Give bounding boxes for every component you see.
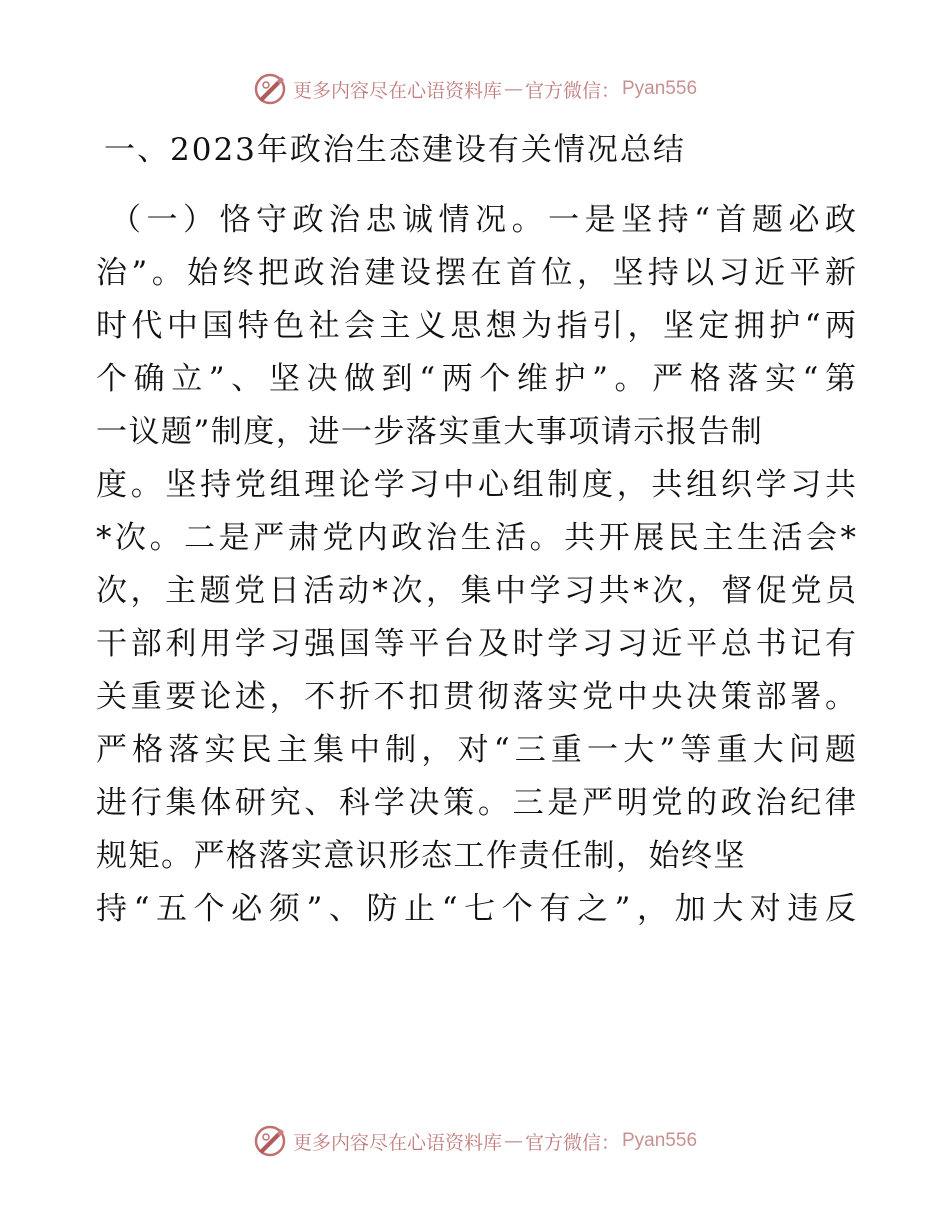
body-paragraph	[96, 194, 856, 936]
watermark-footer	[0, 1124, 950, 1158]
watermark-text: 更多内容尽在心语资料库	[292, 79, 502, 102]
watermark-label: 官方微信：	[524, 1131, 620, 1154]
paragraph-line: 干部利用学习强国等平台及时学习习近平总书记有	[96, 626, 856, 662]
paragraph-line: 关重要论述，不折不扣贯彻落实党中央决策部署。	[96, 679, 856, 715]
paragraph-line: 个确立”、坚决做到“两个维护”。严格落实“第	[96, 361, 856, 397]
paragraph-line: 进行集体研究、科学决策。三是严明党的政治纪律	[96, 785, 856, 821]
paragraph-line: 持“五个必须”、防止“七个有之”，加大对违反	[96, 891, 857, 927]
paragraph-line: 度。坚持党组理论学习中心组制度，共组织学习共	[96, 467, 856, 503]
paragraph-line: 治”。始终把政治建设摆在首位，坚持以习近平新	[96, 255, 856, 291]
paragraph-line: 严格落实民主集中制，对“三重一大”等重大问题	[96, 732, 856, 768]
watermark-id: Pyan556	[622, 78, 698, 99]
section-heading: 一、2023年政治生态建设有关情况总结	[104, 132, 686, 168]
watermark-id: Pyan556	[622, 1130, 698, 1151]
pen-logo-icon	[253, 72, 287, 106]
watermark-text: 更多内容尽在心语资料库	[292, 1131, 502, 1154]
watermark-label: 官方微信：	[524, 79, 620, 102]
pen-logo-icon	[253, 1124, 287, 1158]
paragraph-line: （一）恪守政治忠诚情况。一是坚持“首题必政	[110, 202, 856, 238]
paragraph-line: 一议题”制度，进一步落实重大事项请示报告制	[96, 414, 764, 450]
paragraph-line: 时代中国特色社会主义思想为指引，坚定拥护“两	[96, 308, 856, 344]
watermark-separator: —	[503, 78, 523, 100]
paragraph-line: 规矩。严格落实意识形态工作责任制，始终坚	[96, 838, 746, 874]
paragraph-line: 次，主题党日活动*次，集中学习共*次，督促党员	[96, 573, 856, 609]
watermark-header	[0, 72, 950, 106]
watermark-separator: —	[503, 1130, 523, 1152]
paragraph-line: *次。二是严肃党内政治生活。共开展民主生活会*	[96, 520, 856, 556]
